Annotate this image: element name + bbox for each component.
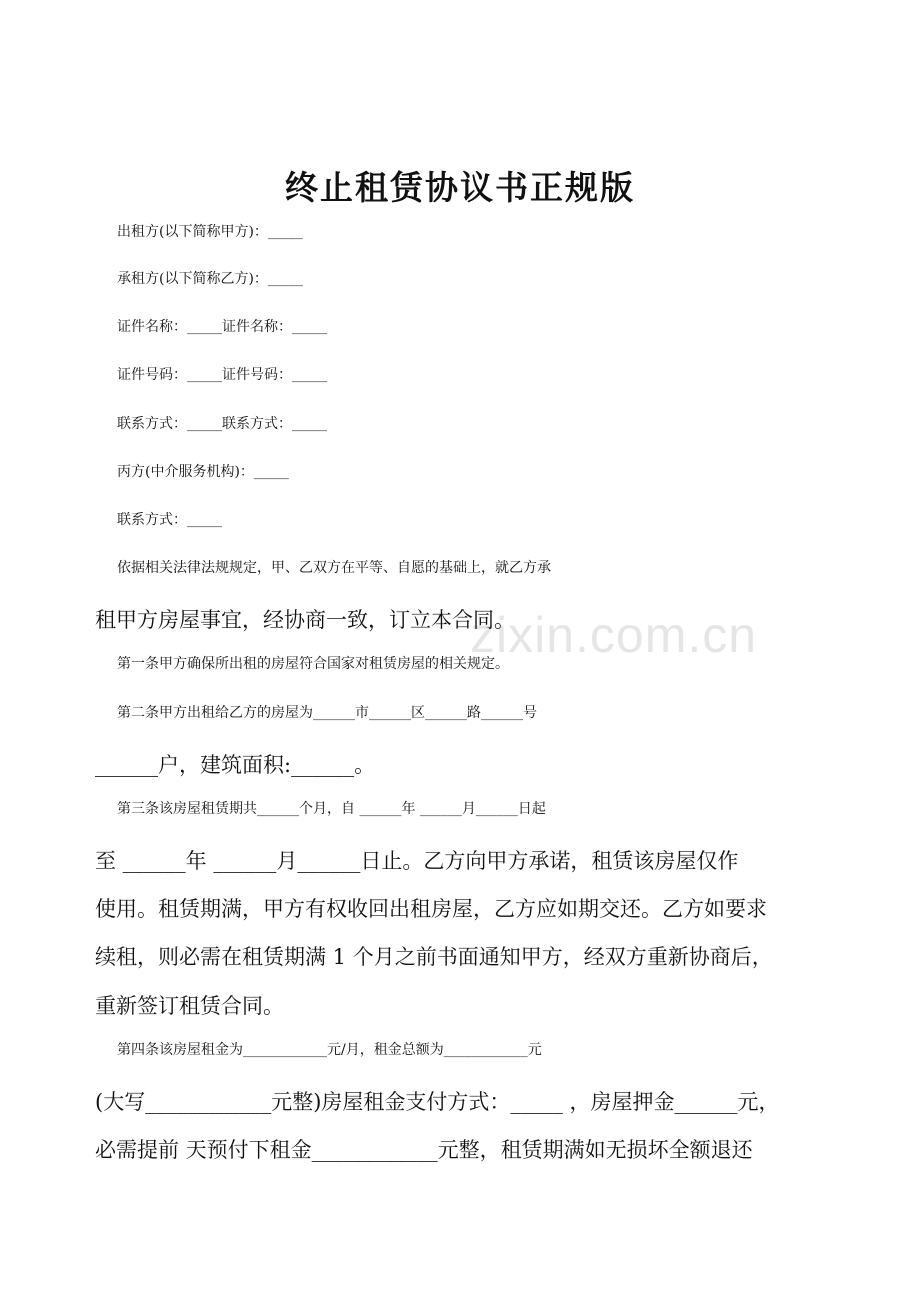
id-type-line: 证件名称：_____证件名称：_____ bbox=[117, 319, 327, 335]
contact-line: 联系方式：_____联系方式：_____ bbox=[117, 416, 327, 432]
clause-2-line-2: ______户，建筑面积:______。 bbox=[95, 753, 376, 777]
preamble-line-2: 租甲方房屋事宜，经协商一致，订立本合同。 bbox=[95, 608, 515, 632]
document-title: 终止租赁协议书正规版 bbox=[285, 168, 635, 207]
lessee-line: 承租方(以下简称乙方)：_____ bbox=[117, 271, 303, 287]
clause-4-line-1: 第四条该房屋租金为____________元/月，租金总额为____________元 bbox=[117, 1042, 542, 1058]
agency-contact-line: 联系方式：_____ bbox=[117, 512, 222, 528]
clause-3-line-2: 至 ______年 ______月______日止。乙方向甲方承诺，租赁该房屋仅作 bbox=[95, 849, 739, 873]
clause-3-line-4: 续租，则必需在租赁期满 1 个月之前书面通知甲方，经双方重新协商后， bbox=[95, 945, 773, 969]
clause-3-line-5: 重新签订租赁合同。 bbox=[95, 994, 284, 1018]
preamble-line-1: 依据相关法律法规规定，甲、乙双方在平等、自愿的基础上，就乙方承 bbox=[117, 560, 551, 576]
clause-3-line-3: 使用。租赁期满，甲方有权收回出租房屋，乙方应如期交还。乙方如要求 bbox=[95, 897, 767, 921]
agency-line: 丙方(中介服务机构)：_____ bbox=[117, 464, 289, 480]
clause-1-line: 第一条甲方确保所出租的房屋符合国家对租赁房屋的相关规定。 bbox=[117, 656, 509, 672]
watermark: zixin.com.cn bbox=[470, 607, 758, 663]
clause-3-line-1: 第三条该房屋租赁期共______个月，自 ______年 ______月______日起 bbox=[117, 801, 546, 817]
clause-4-line-2: (大写____________元整)房屋租金支付方式：_____ ，房屋押金______元， bbox=[95, 1090, 780, 1114]
clause-2-line-1: 第二条甲方出租给乙方的房屋为______市______区______路______号 bbox=[117, 705, 537, 721]
clause-4-line-3: 必需提前 天预付下租金____________元整，租赁期满如无损坏全额退还 bbox=[95, 1138, 753, 1162]
lessor-line: 出租方(以下简称甲方)：_____ bbox=[117, 224, 303, 240]
id-number-line: 证件号码：_____证件号码：_____ bbox=[117, 367, 327, 383]
